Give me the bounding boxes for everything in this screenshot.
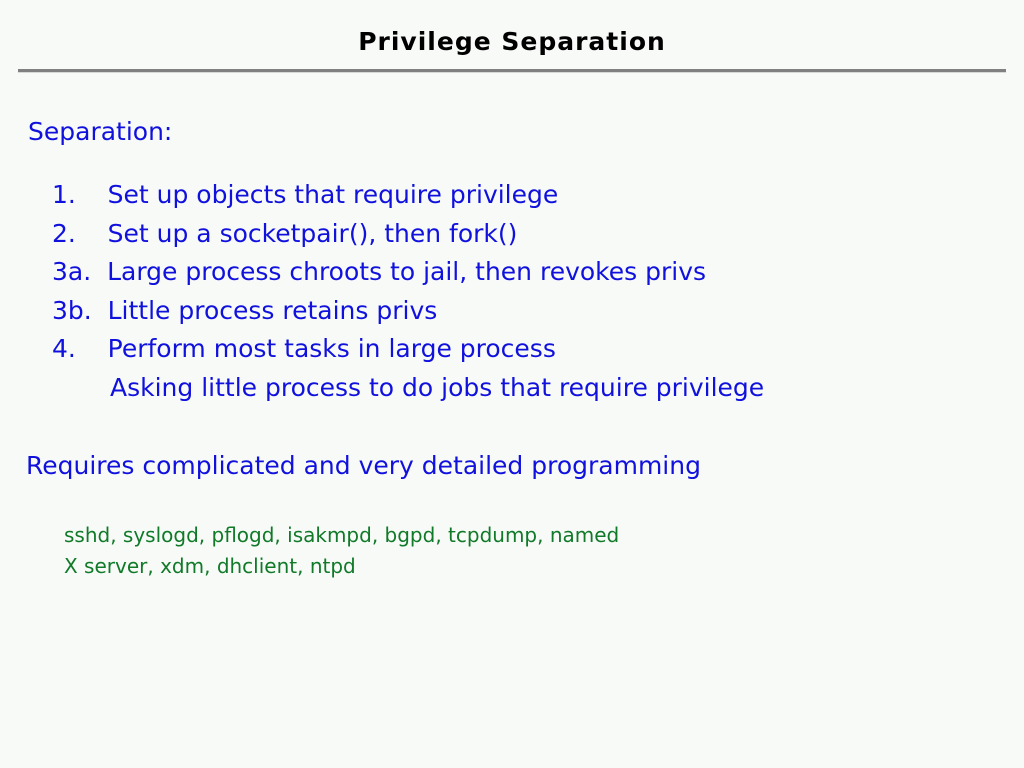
- section-heading: Separation:: [28, 117, 173, 146]
- list-item: 2. Set up a socketpair(), then fork(): [52, 218, 518, 248]
- page-title: Privilege Separation: [358, 27, 666, 56]
- requires-note: Requires complicated and very detailed programming: [26, 451, 701, 480]
- slide-body: [0, 117, 1024, 582]
- daemon-line: X server, xdm, dhclient, ntpd: [64, 554, 356, 578]
- steps-list: [52, 176, 1024, 407]
- daemon-line: sshd, syslogd, pflogd, isakmpd, bgpd, tcpdump, named: [64, 523, 620, 547]
- list-item: Asking little process to do jobs that require privilege: [110, 372, 765, 402]
- list-item: 3a. Large process chroots to jail, then revokes privs: [52, 257, 707, 286]
- list-item: 4. Perform most tasks in large process: [52, 334, 556, 363]
- list-item: 1. Set up objects that require privilege: [52, 180, 559, 209]
- list-item: 3b. Little process retains privs: [52, 295, 438, 325]
- daemon-list: [64, 520, 1024, 582]
- title-divider: [18, 69, 1006, 73]
